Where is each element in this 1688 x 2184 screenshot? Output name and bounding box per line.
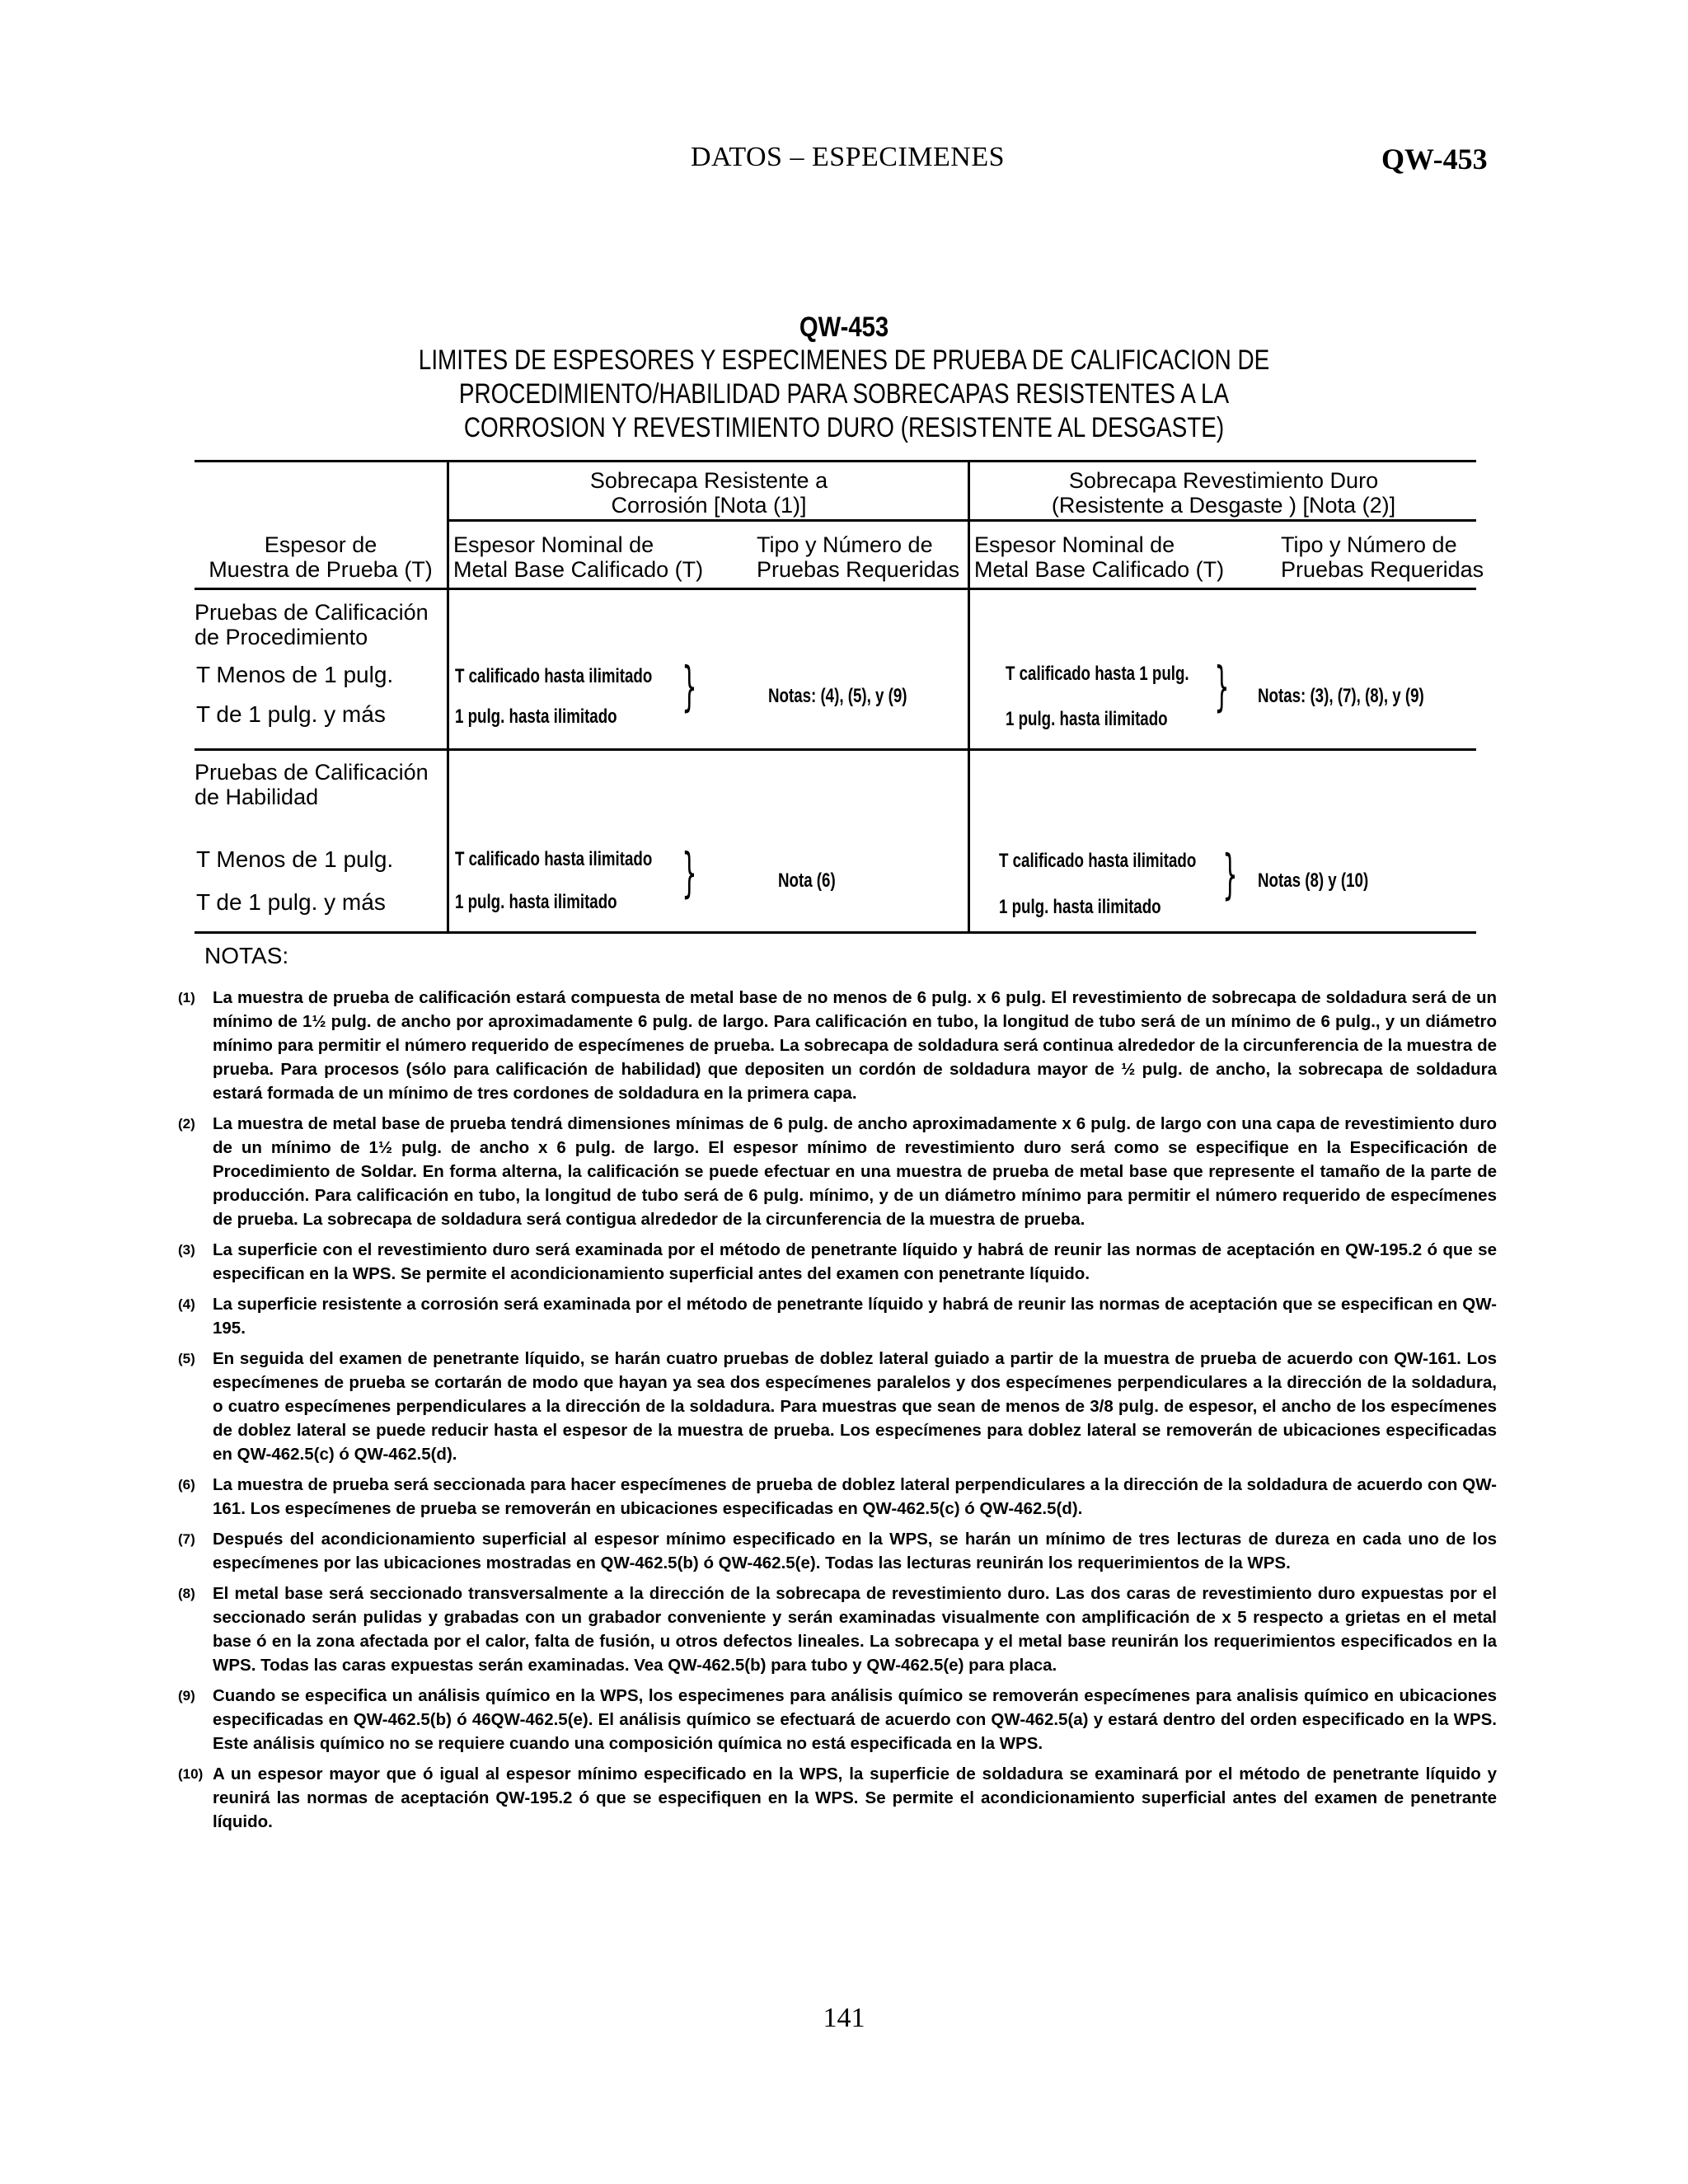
table-rule-v2 bbox=[968, 460, 970, 934]
col-thickness-line-1: Espesor de bbox=[264, 532, 377, 557]
note-number: (4) bbox=[178, 1296, 195, 1312]
performance-section-title bbox=[195, 760, 429, 809]
performance-hard-row1: T calificado hasta ilimitado bbox=[999, 850, 1197, 872]
note-number: (1) bbox=[178, 990, 195, 1005]
heading-line-2: PROCEDIMIENTO/HABILIDAD PARA SOBRECAPAS RESISTENTES A LA bbox=[458, 378, 1230, 410]
col-header-thickness bbox=[195, 532, 447, 582]
note-item bbox=[178, 1238, 1497, 1286]
note-number: (7) bbox=[178, 1531, 195, 1547]
group-header-corrosion bbox=[450, 468, 968, 518]
note-number: (3) bbox=[178, 1242, 195, 1258]
note-text: La muestra de prueba de calificación estará compuesta de metal base de no menos de 6 pulg. x 6 pulg. El revestimiento de sobrecapa de soldadura será de un mínimo de 1½ pulg. de ancho por aproximadamente 6 pulg. de largo. Para calificación en tubo, la longitud de tubo será de un mínimo de 6 pulg., y un diámetro mínimo para permitir el número requerido de especímenes de prueba. La sobrecapa de soldadura será continua alrededor de la circunferencia de la muestra de prueba. Para procesos (sólo para calificación de habilidad) que depositen un cordón de soldadura mayor de ½ pulg. de ancho, la sobrecapa de soldadura estará formada de un mínimo de tres cordones de soldadura en la primera capa. bbox=[213, 988, 1497, 1103]
note-text: La superficie con el revestimiento duro será examinada por el método de penetrante líquido y habrá de reunir las normas de aceptación en QW-195.2 ó que se especifican en la WPS. Se permite el acondicionamiento superficial antes del examen con penetrante líquido. bbox=[213, 1240, 1497, 1283]
procedure-corr-row1: T calificado hasta ilimitado bbox=[455, 665, 653, 687]
col-nominal-hard-line-1: Espesor Nominal de bbox=[974, 532, 1175, 557]
performance-corr-brace: } bbox=[682, 843, 697, 904]
col-tests-corr-line-2: Pruebas Requeridas bbox=[757, 557, 960, 582]
performance-row1-label: T Menos de 1 pulg. bbox=[196, 846, 394, 872]
table-rule-section bbox=[195, 748, 1476, 751]
group-hardfacing-line-2: (Resistente a Desgaste ) [Nota (2)] bbox=[1051, 493, 1396, 518]
heading-code: QW-453 bbox=[799, 312, 889, 343]
note-number: (5) bbox=[178, 1351, 195, 1366]
note-text: La muestra de prueba será seccionada para hacer especímenes de prueba de doblez lateral perpendiculares a la dirección de la soldadura de acuerdo con QW-161. Los especímenes de prueba se removerán en ubicaciones especificadas en QW-462.5(c) ó QW-462.5(d). bbox=[213, 1475, 1497, 1518]
table-rule-bottom bbox=[195, 931, 1476, 934]
section-code: QW-453 bbox=[1381, 143, 1488, 176]
document-heading bbox=[0, 312, 1688, 445]
note-number: (8) bbox=[178, 1586, 195, 1601]
note-number: (10) bbox=[178, 1766, 204, 1782]
note-item bbox=[178, 1684, 1497, 1755]
table-rule-top bbox=[195, 460, 1476, 462]
running-header bbox=[0, 142, 1688, 183]
note-text: Después del acondicionamiento superficial al espesor mínimo especificado en la WPS, se harán un mínimo de tres lecturas de dureza en cada uno de los especímenes por las ubicaciones mostradas en QW-462.5(b) ó QW-462.5(e). Todas las lecturas reunirán los requerimientos de la WPS. bbox=[213, 1530, 1497, 1572]
procedure-corr-notes: Notas: (4), (5), y (9) bbox=[768, 685, 907, 707]
note-item bbox=[178, 986, 1497, 1105]
col-header-tests-hardfacing bbox=[1281, 532, 1484, 582]
note-number: (9) bbox=[178, 1688, 195, 1704]
procedure-section-title bbox=[195, 600, 429, 649]
performance-row2-label: T de 1 pulg. y más bbox=[196, 889, 386, 915]
procedure-title-line-2: de Procedimiento bbox=[195, 625, 368, 649]
procedure-hard-notes: Notas: (3), (7), (8), y (9) bbox=[1258, 685, 1424, 707]
note-text: El metal base será seccionado transversalmente a la dirección de la sobrecapa de revestimiento duro. Las dos caras de revestimiento duro expuestas por el seccionado serán pulidas y grabadas con un grabador conveniente y serán examinadas visualmente con amplificación de x 5 respecto a grietas en el metal base ó en la zona afectada por el calor, falta de fusión, u otros defectos lineales. La sobrecapa y el metal base reunirán los requerimientos especificados en la WPS. Todas las caras expuestas serán examinadas. Vea QW-462.5(b) para tubo y QW-462.5(e) para placa. bbox=[213, 1584, 1497, 1675]
procedure-title-line-1: Pruebas de Calificación bbox=[195, 600, 429, 625]
specimen-limits-table bbox=[195, 460, 1484, 935]
col-header-tests-corrosion bbox=[757, 532, 959, 582]
section-title: DATOS – ESPECIMENES bbox=[691, 142, 1006, 172]
performance-hard-brace: } bbox=[1222, 845, 1238, 906]
heading-line-3: CORROSION Y REVESTIMIENTO DURO (RESISTENTE AL DESGASTE) bbox=[463, 412, 1225, 443]
performance-corr-row2: 1 pulg. hasta ilimitado bbox=[455, 891, 617, 913]
note-item bbox=[178, 1347, 1497, 1466]
note-number: (2) bbox=[178, 1116, 195, 1132]
col-nominal-hard-line-2: Metal Base Calificado (T) bbox=[974, 557, 1225, 582]
notes-list bbox=[178, 986, 1497, 1840]
table-rule-header bbox=[195, 588, 1476, 590]
col-header-nominal-corrosion bbox=[453, 532, 703, 582]
procedure-hard-row2: 1 pulg. hasta ilimitado bbox=[1006, 708, 1168, 730]
note-item bbox=[178, 1527, 1497, 1575]
col-tests-hard-line-1: Tipo y Número de bbox=[1281, 532, 1457, 557]
table-rule-v1 bbox=[447, 460, 449, 934]
heading-line-1: LIMITES DE ESPESORES Y ESPECIMENES DE PRUEBA DE CALIFICACION DE bbox=[418, 344, 1270, 376]
col-nominal-corr-line-1: Espesor Nominal de bbox=[453, 532, 654, 557]
note-text: En seguida del examen de penetrante líquido, se harán cuatro pruebas de doblez lateral guiado a partir de la muestra de prueba de acuerdo con QW-161. Los especímenes de prueba se cortarán de modo que hayan ya sea dos especímenes paralelos y dos especímenes perpendiculares a la dirección de la soldadura, o cuatro especímenes perpendiculares a la dirección de la soldadura. Para muestras que sean de menos de 3/8 pulg. de espesor, el ancho de los especímenes de doblez lateral se puede reducir hasta el espesor de la muestra de prueba. Los especímenes para doblez lateral se removerán de ubicaciones especificadas en QW-462.5(c) ó QW-462.5(d). bbox=[213, 1349, 1497, 1464]
col-tests-hard-line-2: Pruebas Requeridas bbox=[1281, 557, 1484, 582]
performance-hard-row2: 1 pulg. hasta ilimitado bbox=[999, 896, 1161, 918]
procedure-corr-brace: } bbox=[682, 657, 697, 718]
note-text: La muestra de metal base de prueba tendrá dimensiones mínimas de 6 pulg. de ancho aproximadamente x 6 pulg. de largo con una capa de revestimiento duro de un mínimo de 1½ pulg. de ancho x 6 pulg. de largo. El espesor mínimo de revestimiento duro será como se especifique en la Especificación de Procedimiento de Soldar. En forma alterna, la calificación se puede efectuar en una muestra de prueba de metal base que represente el tamaño de la parte de producción. Para calificación en tubo, la longitud de tubo será de 6 pulg. mínimo, y de un diámetro mínimo para permitir el número requerido de especímenes de prueba. La sobrecapa de soldadura será contigua alrededor de la circunferencia de la muestra de prueba. bbox=[213, 1114, 1497, 1229]
note-item bbox=[178, 1292, 1497, 1340]
performance-title-line-2: de Habilidad bbox=[195, 785, 319, 809]
procedure-hard-brace: } bbox=[1214, 657, 1230, 718]
group-corrosion-line-1: Sobrecapa Resistente a bbox=[589, 468, 828, 493]
performance-title-line-1: Pruebas de Calificación bbox=[195, 760, 429, 785]
col-header-nominal-hardfacing bbox=[974, 532, 1224, 582]
table-rule-group bbox=[448, 519, 1476, 522]
group-header-hardfacing bbox=[971, 468, 1476, 518]
note-number: (6) bbox=[178, 1477, 195, 1493]
group-corrosion-line-2: Corrosión [Nota (1)] bbox=[611, 493, 807, 518]
group-hardfacing-line-1: Sobrecapa Revestimiento Duro bbox=[1068, 468, 1379, 493]
procedure-hard-row1: T calificado hasta 1 pulg. bbox=[1006, 663, 1189, 685]
note-text: La superficie resistente a corrosión será examinada por el método de penetrante líquido y habrá de reunir las normas de aceptación que se especifican en QW-195. bbox=[213, 1295, 1497, 1338]
note-text: Cuando se especifica un análisis químico en la WPS, los especimenes para análisis químico se removerán especímenes para analisis químico en ubicaciones especificadas en QW-462.5(b) ó 46QW-462.5(e). El análisis químico se efectuará de acuerdo con QW-462.5(a) y estará dentro del orden especificado en la WPS. Este análisis químico no se requiere cuando una composición química no está especificada en la WPS. bbox=[213, 1686, 1497, 1753]
performance-hard-notes: Notas (8) y (10) bbox=[1258, 869, 1369, 892]
col-nominal-corr-line-2: Metal Base Calificado (T) bbox=[453, 557, 704, 582]
note-item bbox=[178, 1582, 1497, 1677]
page-number: 141 bbox=[823, 2003, 865, 2033]
notes-title: NOTAS: bbox=[204, 943, 289, 968]
col-tests-corr-line-1: Tipo y Número de bbox=[757, 532, 933, 557]
procedure-row2-label: T de 1 pulg. y más bbox=[196, 701, 386, 727]
performance-corr-notes: Nota (6) bbox=[778, 869, 836, 892]
performance-corr-row1: T calificado hasta ilimitado bbox=[455, 848, 653, 870]
note-text: A un espesor mayor que ó igual al espesor mínimo especificado en la WPS, la superficie de soldadura se examinará por el método de penetrante líquido y reunirá las normas de aceptación QW-195.2 ó que se especifiquen en la WPS. Se permite el acondicionamiento superficial antes del examen de penetrante líquido. bbox=[213, 1765, 1497, 1831]
col-thickness-line-2: Muestra de Prueba (T) bbox=[209, 557, 433, 582]
procedure-corr-row2: 1 pulg. hasta ilimitado bbox=[455, 705, 617, 728]
note-item bbox=[178, 1473, 1497, 1521]
procedure-row1-label: T Menos de 1 pulg. bbox=[196, 662, 394, 687]
note-item bbox=[178, 1112, 1497, 1231]
note-item bbox=[178, 1762, 1497, 1834]
